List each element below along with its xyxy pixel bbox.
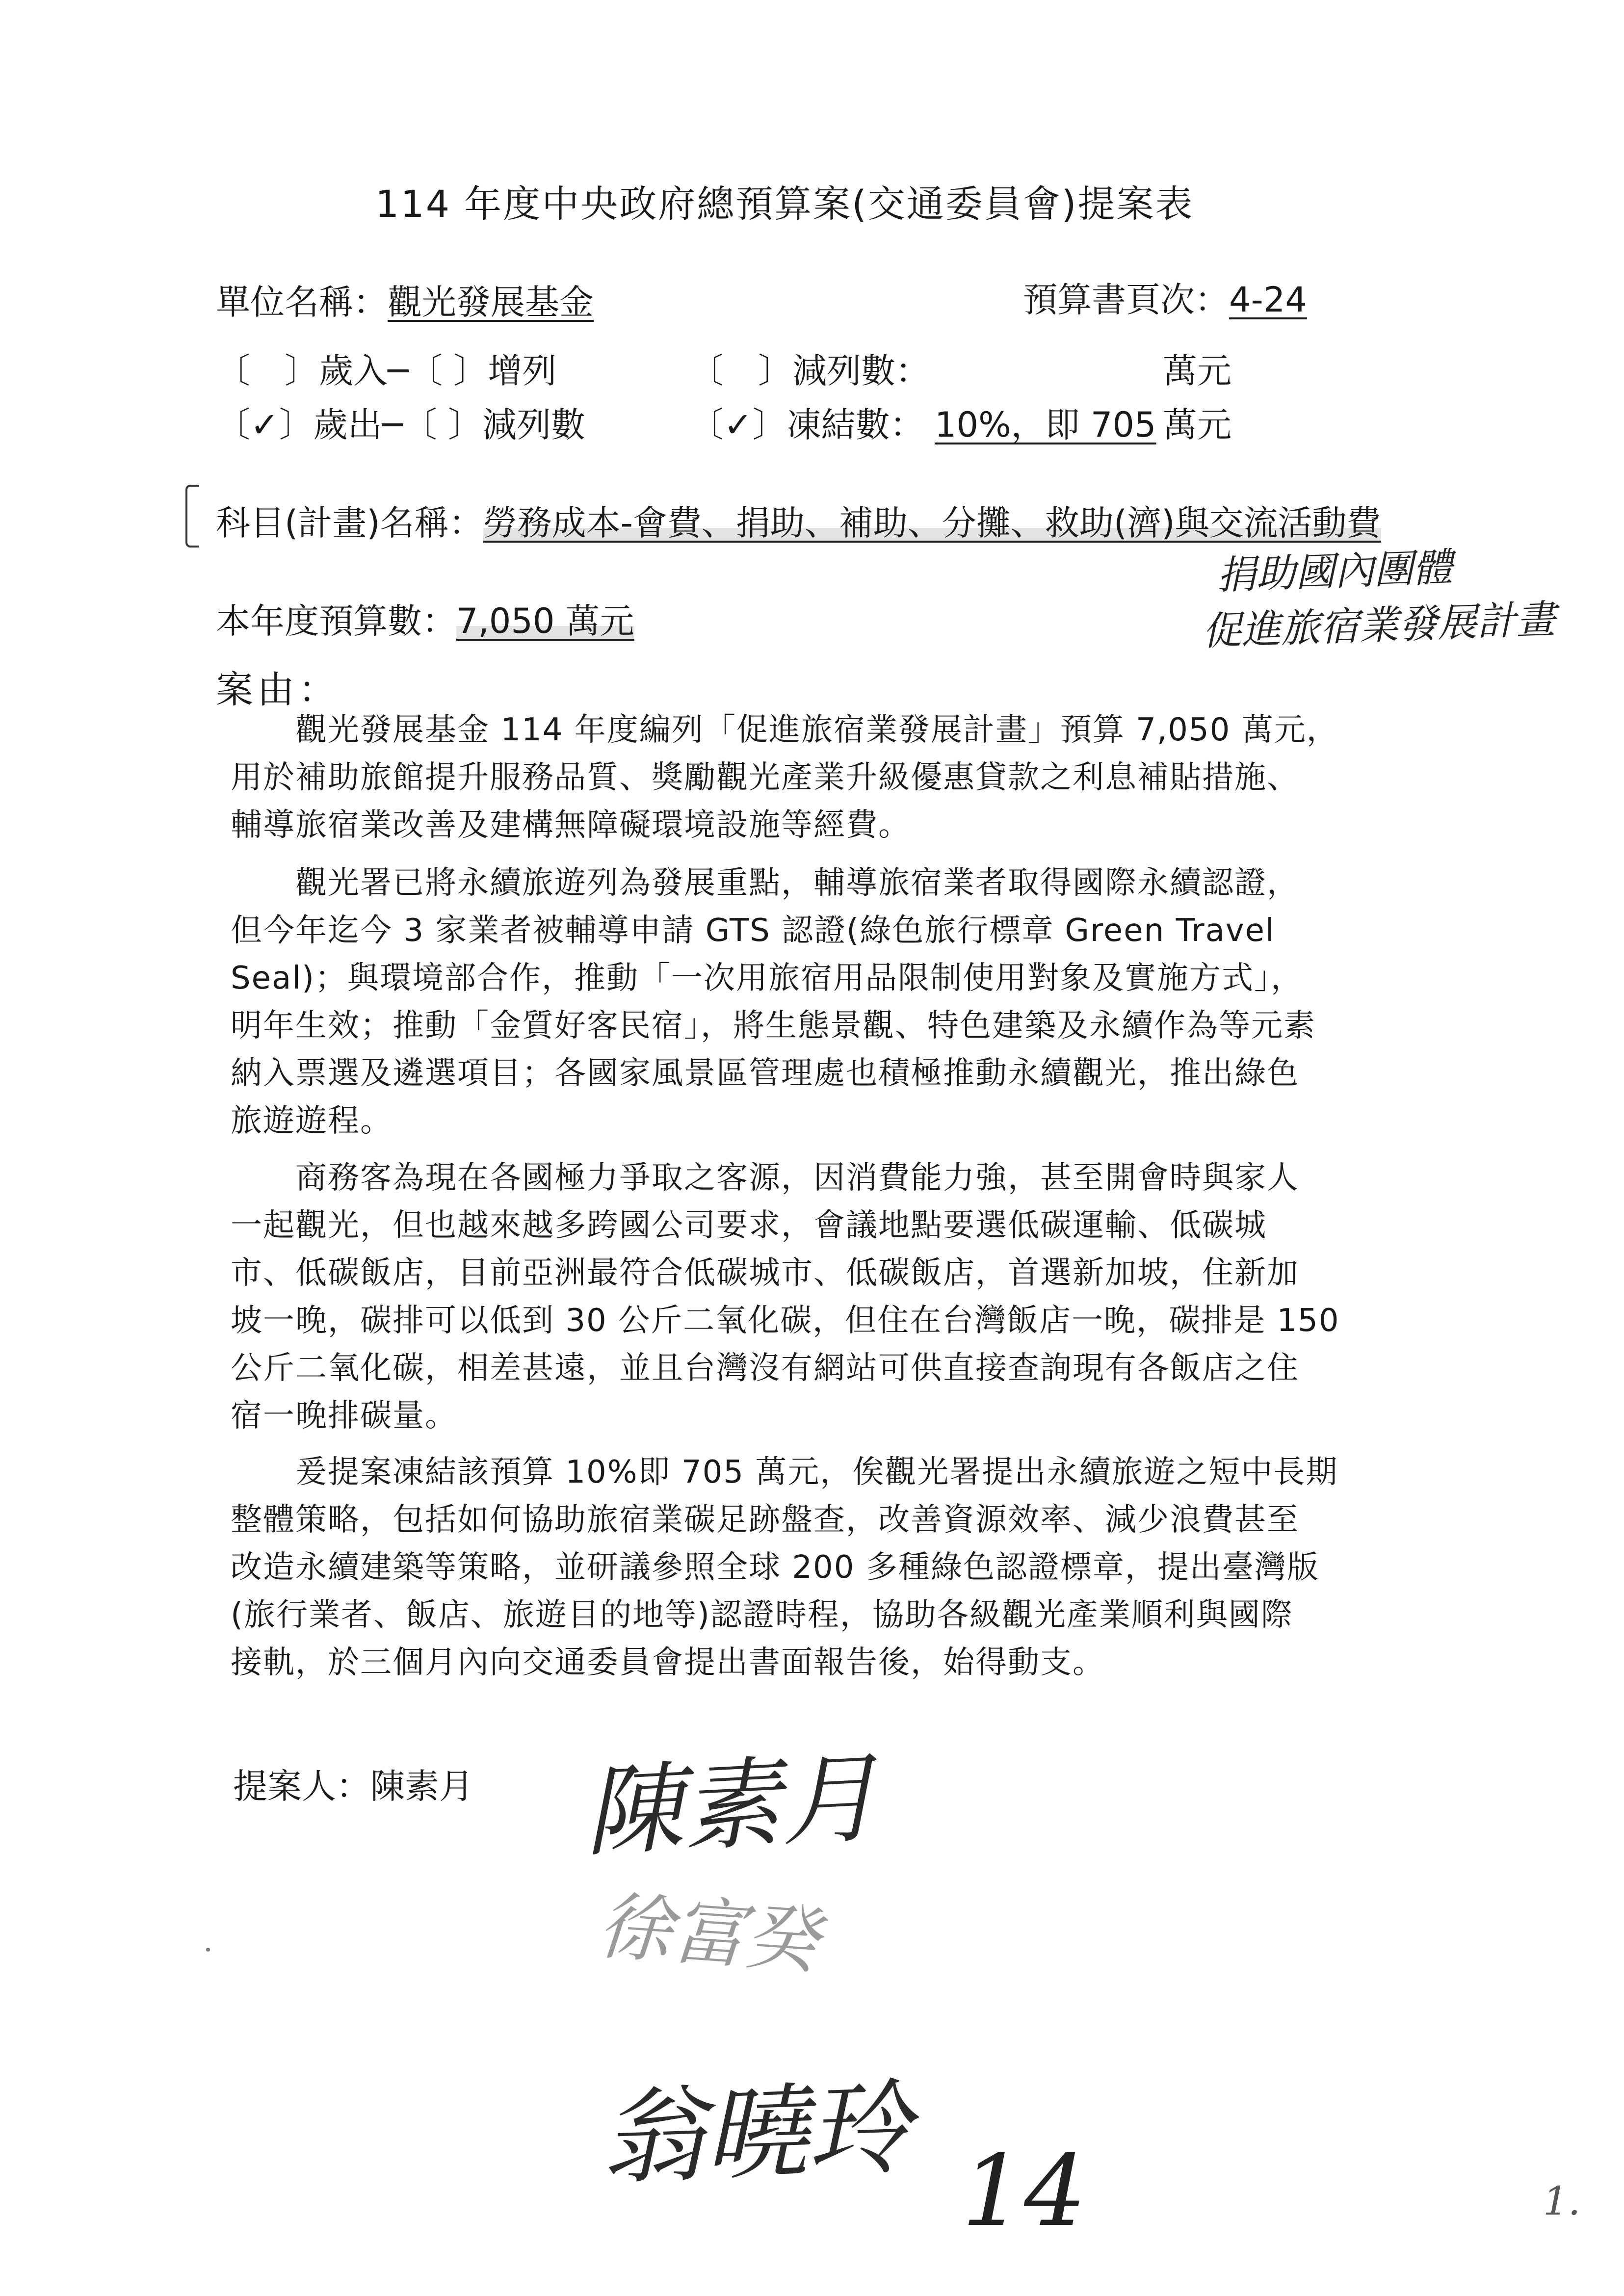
handwritten-note-line-2: 促進旅宿業發展計畫 — [1201, 596, 1556, 654]
proposer-label: 提案人： — [233, 1766, 370, 1806]
paragraph-line: 整體策略，包括如何協助旅宿業碳足跡盤查，改善資源效率、減少浪費甚至 — [231, 1502, 1299, 1538]
paragraph-line: 但今年迄今 3 家業者被輔導申請 GTS 認證(綠色旅行標章 Green Travel — [231, 913, 1275, 949]
proposer-row — [233, 1759, 473, 1808]
paragraph-line: 用於補助旅館提升服務品質、獎勵觀光產業升級優惠貸款之利息補貼措施、 — [231, 759, 1299, 796]
paragraph-line: 明年生效；推動「金質好客民宿」，將生態景觀、特色建築及永續作為等元素 — [231, 1008, 1316, 1044]
reduction-checkbox: 〔 〕減列數： — [689, 351, 930, 391]
paragraph-line: 一起觀光，但也越來越多跨國公司要求，會議地點要選低碳運輸、低碳城 — [231, 1207, 1267, 1244]
reason-paragraph-3 — [231, 1154, 1418, 1440]
item-name-value: 勞務成本-會費、捐助、補助、分攤、救助(濟)與交流活動費 — [483, 503, 1381, 543]
paragraph-line: 宿一晚排碳量。 — [231, 1398, 457, 1434]
signature-1: 陳素月 — [581, 1741, 882, 1871]
budget-value: 7,050 萬元 — [456, 601, 634, 641]
reason-heading: 案由： — [216, 668, 340, 711]
paragraph-line: 觀光署已將永續旅遊列為發展重點，輔導旅宿業者取得國際永續認證， — [231, 865, 1299, 901]
item-name-row — [216, 496, 1381, 545]
budget-row — [216, 594, 634, 643]
document-title: 114 年度中央政府總預算案(交通委員會)提案表 — [375, 182, 1194, 226]
page-mark: 1. — [1543, 2178, 1581, 2224]
unit-name-value: 觀光發展基金 — [388, 282, 594, 322]
page-reference-label: 預算書頁次： — [1023, 280, 1229, 320]
paragraph-line: 納入票選及遴選項目；各國家風景區管理處也積極推動永續觀光，推出綠色 — [231, 1055, 1299, 1092]
freeze-checkbox: 〔✓〕凍結數： — [689, 405, 924, 445]
paragraph-line: 改造永續建築等策略，並研議參照全球 200 多種綠色認證標章，提出臺灣版 — [231, 1549, 1319, 1586]
page-reference-row — [1023, 272, 1307, 322]
paragraph-line: 商務客為現在各國極力爭取之客源，因消費能力強，甚至開會時與家人 — [231, 1160, 1299, 1196]
paragraph-line: Seal)；與環境部合作，推動「一次用旅宿用品限制使用對象及實施方式」， — [231, 960, 1303, 996]
signature-3: 翁曉玲 — [599, 2068, 913, 2199]
expenditure-checkbox: 〔✓〕歲出─〔 〕減列數 — [216, 405, 586, 445]
paragraph-line: 爰提案凍結該預算 10%即 705 萬元，俟觀光署提出永續旅遊之短中長期 — [231, 1454, 1338, 1490]
paragraph-line: 旅遊遊程。 — [231, 1103, 393, 1139]
freeze-amount: 10%，即 705 — [935, 405, 1156, 445]
scan-dot — [206, 1948, 210, 1952]
page-reference-value: 4-24 — [1229, 280, 1307, 320]
item-bracket — [185, 485, 199, 548]
handwritten-number: 14 — [962, 2134, 1087, 2248]
reduction-unit: 萬元 — [1163, 351, 1231, 391]
unit-name-label: 單位名稱： — [216, 282, 388, 322]
paragraph-line: 坡一晚，碳排可以低到 30 公斤二氧化碳，但住在台灣飯店一晚，碳排是 150 — [231, 1303, 1340, 1339]
paragraph-line: (旅行業者、飯店、旅遊目的地等)認證時程，協助各級觀光產業順利與國際 — [231, 1597, 1293, 1633]
paragraph-line: 輔導旅宿業改善及建構無障礙環境設施等經費。 — [231, 807, 911, 843]
freeze-unit: 萬元 — [1163, 405, 1231, 445]
paragraph-line: 接軌，於三個月內向交通委員會提出書面報告後，始得動支。 — [231, 1644, 1105, 1681]
reason-paragraph-1 — [231, 706, 1418, 849]
revenue-checkbox: 〔 〕歲入─〔 〕增列 — [216, 351, 557, 391]
budget-label: 本年度預算數： — [216, 601, 456, 641]
reason-paragraph-2 — [231, 860, 1418, 1145]
handwritten-note-line-1: 捐助國內團體 — [1216, 544, 1453, 599]
item-name-label: 科目(計畫)名稱： — [216, 503, 483, 543]
reason-paragraph-4 — [231, 1449, 1418, 1687]
paragraph-line: 公斤二氧化碳，相差甚遠，並且台灣沒有網站可供直接查詢現有各飯店之住 — [231, 1350, 1299, 1386]
proposer-name: 陳素月 — [370, 1766, 473, 1806]
unit-name-row — [216, 275, 594, 324]
paragraph-line: 觀光發展基金 114 年度編列「促進旅宿業發展計畫」預算 7,050 萬元， — [231, 712, 1339, 748]
paragraph-line: 市、低碳飯店，目前亞洲最符合低碳城市、低碳飯店，首選新加坡，住新加 — [231, 1255, 1299, 1291]
signature-2: 徐富癸 — [595, 1883, 822, 1984]
